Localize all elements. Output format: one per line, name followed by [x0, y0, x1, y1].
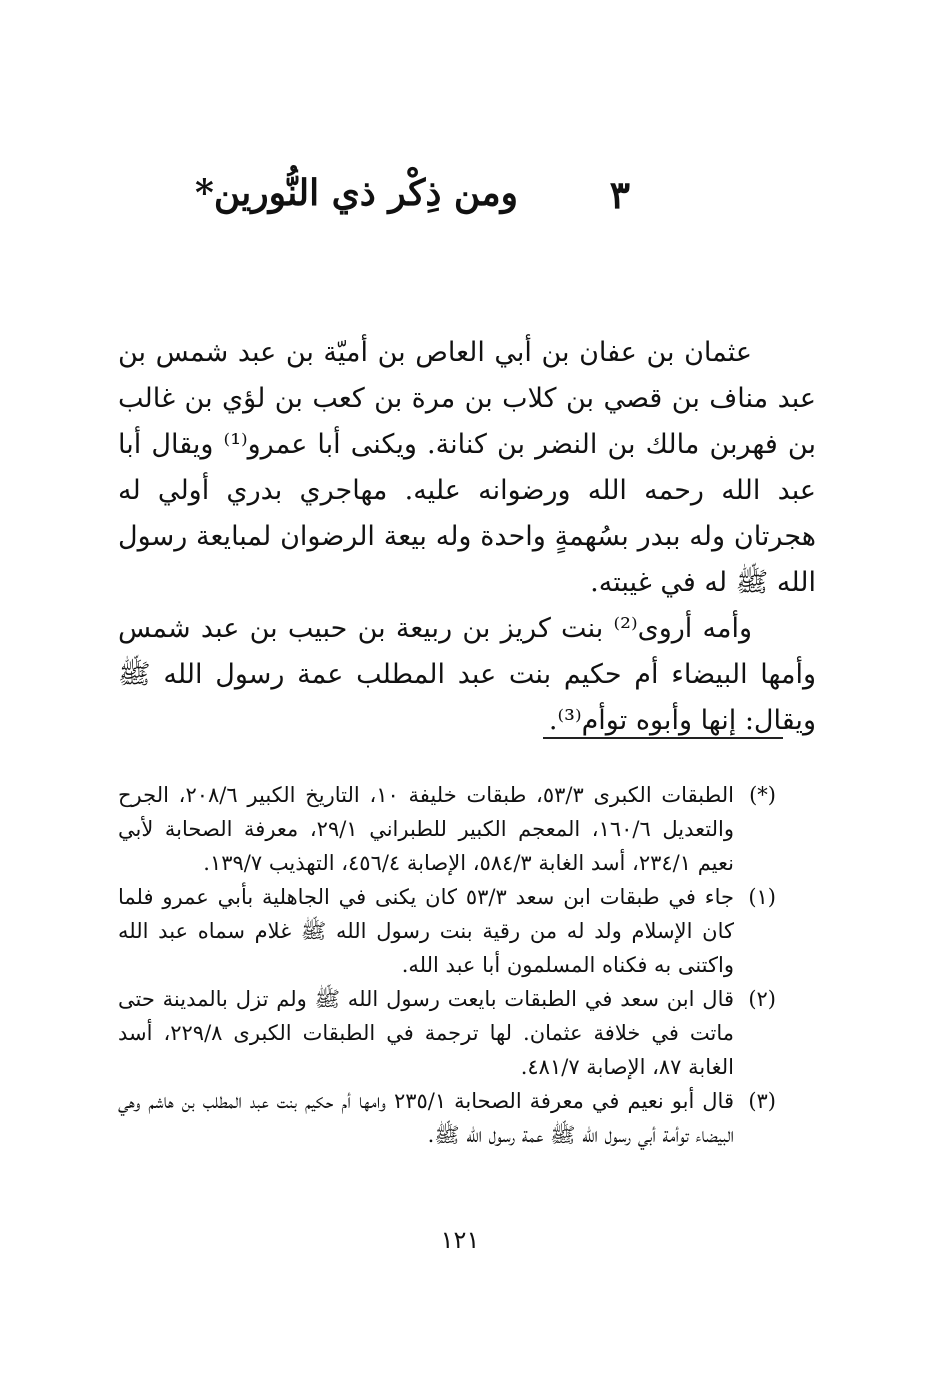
paragraph-2: وأمه أروى⁽²⁾ بنت كريز بن ربيعة بن حبيب بن عبد شمس وأمها البيضاء أم حكيم بنت عبد المطلب عمة رسول الله ﷺ ويقال: إنها وأبوه توأم⁽³⁾. — [118, 613, 816, 736]
footnote-text: قال أبو نعيم في معرفة الصحابة ٢٣٥/١ وامها أم حكيم بنت عبد المطلب بن هاشم وهي البيضاء توأمة أبي رسول الله ﷺ عمة رسول الله ﷺ. — [118, 1089, 734, 1147]
footnote-mark: (٢) — [748, 987, 776, 1011]
page-number: ١٢١ — [440, 1226, 480, 1254]
footnote-text: الطبقات الكبرى ٥٣/٣، طبقات خليفة ١٠، التاريخ الكبير ٢٠٨/٦، الجرح والتعديل ١٦٠/٦، المعجم الكبير للطبراني ٢٩/١، معرفة الصحابة لأبي نعيم ٢٣٤/١، أسد الغابة ٥٨٤/٣، الإصابة ٤٥٦/٤، التهذيب ١٣٩/٧. — [118, 783, 734, 875]
footnote-item — [118, 880, 776, 982]
footnote-item — [118, 1084, 776, 1152]
footnote-mark: (٣) — [748, 1089, 776, 1113]
chapter-number: ٣ — [609, 172, 630, 217]
footnote-mark: (*) — [749, 783, 776, 807]
paragraph-1: عثمان بن عفان بن أبي العاص بن أميّة بن عبد شمس بن عبد مناف بن قصي بن كلاب بن مرة بن كعب بن لؤي بن غالب بن فهربن مالك بن النضر بن كنانة. ويكنى أبا عمرو⁽¹⁾ ويقال أبا عبد الله رحمه الله ورضوانه عليه. مهاجري بدري أولي له هجرتان وله ببدر بسُهمةٍ واحدة وله بيعة الرضوان لمبايعة رسول الله ﷺ له في غيبته. — [118, 337, 816, 598]
footnote-item — [118, 982, 776, 1084]
main-text — [118, 330, 816, 744]
footnote-item — [118, 778, 776, 880]
footnote-text: قال ابن سعد في الطبقات بايعت رسول الله ﷺ ولم تزل بالمدينة حتى ماتت في خلافة عثمان. لها ترجمة في الطبقات الكبرى ٢٢٩/٨، أسد الغابة ٨٧، الإصابة ٤٨١/٧. — [118, 987, 735, 1079]
footnote-mark: (١) — [748, 885, 776, 909]
chapter-heading — [195, 172, 630, 242]
footnotes — [118, 778, 776, 1152]
footnote-text: جاء في طبقات ابن سعد ٥٣/٣ كان يكنى في الجاهلية بأبي عمرو فلما كان الإسلام ولد له من رقية بنت رسول الله ﷺ غلام سماه عبد الله واكتنى به فكناه المسلمون أبا عبد الله. — [118, 885, 735, 977]
chapter-title: ومن ذِكْر ذي النُّورين* — [195, 172, 518, 214]
footnote-separator — [543, 737, 783, 739]
